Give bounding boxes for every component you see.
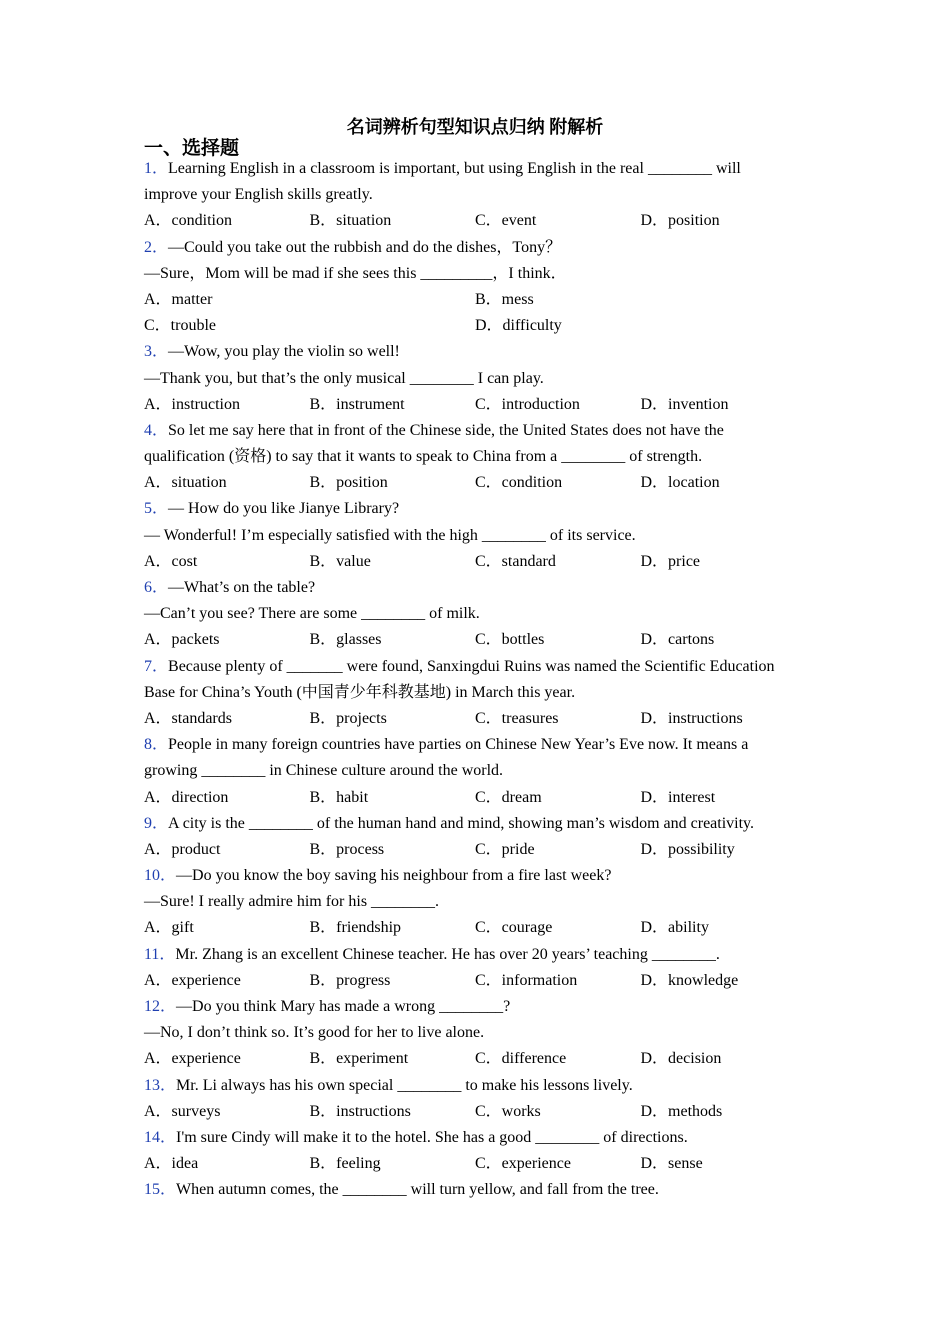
- option-a[interactable]: [144, 785, 310, 811]
- question-stem: [144, 496, 810, 522]
- question-stem-continued: [144, 366, 810, 392]
- question-text: Mr. Zhang is an excellent Chinese teacher. He has over 20 years’ teaching ________.: [175, 945, 720, 963]
- option-b[interactable]: [310, 549, 476, 575]
- options-row: [144, 287, 810, 313]
- question-text: —Sure! I really admire him for his ________.: [144, 893, 440, 911]
- options-row: [144, 549, 810, 575]
- option-c[interactable]: [475, 208, 641, 234]
- option-a[interactable]: [144, 392, 310, 418]
- option-a[interactable]: [144, 627, 310, 653]
- question-stem-continued: [144, 680, 810, 706]
- option-label: A．idea: [144, 1155, 199, 1173]
- options-row: [144, 968, 810, 994]
- option-label: D．interest: [640, 788, 716, 806]
- option-label: A．packets: [144, 631, 220, 649]
- option-b[interactable]: [310, 968, 476, 994]
- option-label: A．situation: [144, 474, 227, 492]
- option-c[interactable]: [475, 968, 641, 994]
- option-c[interactable]: [475, 1046, 641, 1072]
- question-13: [144, 1073, 810, 1125]
- question-text: Mr. Li always has his own special ________ to make his lessons lively.: [176, 1076, 633, 1094]
- options-row: [144, 915, 810, 941]
- question-stem: [144, 654, 810, 680]
- option-label: D．instructions: [640, 709, 743, 727]
- question-number: 4．: [144, 421, 169, 439]
- option-a[interactable]: [144, 968, 310, 994]
- option-b[interactable]: [310, 1046, 476, 1072]
- option-d[interactable]: [641, 1151, 807, 1177]
- options-row: [144, 1099, 810, 1125]
- option-b[interactable]: [310, 1099, 476, 1125]
- option-label: D．invention: [640, 395, 729, 413]
- option-b[interactable]: [310, 785, 476, 811]
- question-number: 10．: [144, 867, 177, 885]
- question-15: [144, 1177, 810, 1203]
- option-label: A．experience: [144, 971, 241, 989]
- option-label: B．process: [309, 840, 385, 858]
- question-stem: [144, 575, 810, 601]
- option-d[interactable]: [641, 470, 807, 496]
- question-stem: [144, 1073, 810, 1099]
- option-d[interactable]: [641, 208, 807, 234]
- question-text: Base for China’s Youth (中国青少年科教基地) in March this year.: [144, 683, 576, 701]
- question-stem: [144, 1177, 810, 1203]
- option-label: D．methods: [640, 1102, 723, 1120]
- question-number: 12．: [144, 998, 177, 1015]
- option-b[interactable]: [310, 392, 476, 418]
- option-b[interactable]: [310, 627, 476, 653]
- option-b[interactable]: [310, 470, 476, 496]
- question-stem: [144, 811, 810, 837]
- options-row: [144, 1046, 810, 1072]
- option-a[interactable]: [144, 706, 310, 732]
- question-8: [144, 732, 810, 811]
- question-text: —No, I don’t think so. It’s good for her to live alone.: [144, 1024, 485, 1042]
- question-stem: [144, 1125, 810, 1151]
- question-stem-continued: [144, 523, 810, 549]
- option-a[interactable]: [144, 915, 310, 941]
- question-stem-continued: [144, 758, 810, 784]
- question-text: I'm sure Cindy will make it to the hotel. She has a good ________ of directions.: [176, 1128, 688, 1146]
- question-4: [144, 418, 810, 497]
- question-text: — Wonderful! I’m especially satisfied with the high ________ of its service.: [144, 526, 636, 544]
- option-b[interactable]: [310, 915, 476, 941]
- question-number: 5．: [144, 500, 169, 518]
- option-label: C．courage: [475, 919, 553, 937]
- option-label: A．product: [144, 840, 221, 858]
- question-stem: [144, 942, 810, 968]
- option-a[interactable]: [144, 1099, 310, 1125]
- option-label: C．pride: [475, 840, 535, 858]
- question-text: improve your English skills greatly.: [144, 186, 373, 204]
- option-label: A．matter: [144, 290, 213, 308]
- option-label: A．surveys: [144, 1102, 221, 1120]
- option-label: C．introduction: [475, 395, 580, 413]
- question-stem: [144, 863, 810, 889]
- option-label: B．experiment: [309, 1050, 409, 1068]
- options-row: [144, 392, 810, 418]
- option-label: D．price: [640, 552, 701, 570]
- options-row: [144, 785, 810, 811]
- option-label: C．standard: [475, 552, 556, 570]
- option-label: D．possibility: [640, 840, 735, 858]
- option-d[interactable]: [641, 627, 807, 653]
- question-text: —Sure，Mom will be mad if she sees this _________，I think．: [144, 264, 567, 282]
- option-label: C．works: [475, 1102, 541, 1120]
- option-d[interactable]: [641, 785, 807, 811]
- option-c[interactable]: [475, 837, 641, 863]
- option-label: C．event: [475, 212, 537, 230]
- option-label: B．habit: [309, 788, 369, 806]
- question-stem: [144, 156, 810, 182]
- question-stem: [144, 418, 810, 444]
- option-c[interactable]: [475, 706, 641, 732]
- option-label: A．condition: [144, 212, 232, 230]
- question-2: [144, 235, 810, 340]
- question-stem-continued: [144, 1020, 810, 1046]
- option-label: B．friendship: [309, 919, 402, 937]
- option-label: C．experience: [475, 1155, 571, 1173]
- option-d[interactable]: [641, 706, 807, 732]
- question-number: 11．: [144, 945, 176, 963]
- option-label: C．difference: [475, 1050, 567, 1068]
- question-text: — How do you like Jianye Library?: [168, 500, 400, 518]
- question-number: 3．: [144, 343, 169, 361]
- option-c[interactable]: [475, 470, 641, 496]
- option-c[interactable]: [475, 1151, 641, 1177]
- question-number: 8．: [144, 736, 169, 754]
- option-label: B．progress: [309, 971, 391, 989]
- option-a[interactable]: [144, 549, 310, 575]
- option-label: D．sense: [640, 1155, 703, 1173]
- question-stem: [144, 235, 810, 261]
- question-text: —Wow, you play the violin so well!: [168, 343, 400, 361]
- question-stem-continued: [144, 601, 810, 627]
- option-c[interactable]: [475, 785, 641, 811]
- question-14: [144, 1125, 810, 1177]
- options-row: [144, 706, 810, 732]
- question-text: Learning English in a classroom is important, but using English in the real ________ will: [168, 160, 741, 177]
- option-label: B．mess: [475, 290, 534, 308]
- question-text: —Do you think Mary has made a wrong ________?: [176, 998, 511, 1015]
- option-label: D．cartons: [640, 631, 715, 649]
- option-label: A．standards: [144, 709, 232, 727]
- option-d[interactable]: [475, 313, 806, 339]
- question-text: Because plenty of _______ were found, Sanxingdui Ruins was named the Scientific Education: [168, 657, 775, 675]
- option-a[interactable]: [144, 1046, 310, 1072]
- question-11: [144, 942, 810, 994]
- question-number: 15．: [144, 1181, 177, 1199]
- option-b[interactable]: [310, 1151, 476, 1177]
- option-label: B．glasses: [309, 631, 382, 649]
- question-number: 14．: [144, 1128, 177, 1146]
- option-label: A．direction: [144, 788, 229, 806]
- question-text: —What’s on the table?: [168, 579, 316, 596]
- question-6: [144, 575, 810, 654]
- question-text: So let me say here that in front of the Chinese side, the United States does not have the: [168, 421, 724, 439]
- options-row: [144, 837, 810, 863]
- question-number: 1．: [144, 160, 169, 177]
- option-c[interactable]: [144, 313, 475, 339]
- option-d[interactable]: [641, 549, 807, 575]
- option-label: B．situation: [309, 212, 392, 230]
- question-number: 2．: [144, 238, 169, 256]
- options-row: [144, 208, 810, 234]
- options-row: [144, 627, 810, 653]
- option-label: A．experience: [144, 1050, 241, 1068]
- option-label: B．projects: [309, 709, 387, 727]
- option-d[interactable]: [641, 1046, 807, 1072]
- question-number: 6．: [144, 579, 169, 596]
- question-7: [144, 654, 810, 733]
- question-number: 7．: [144, 657, 169, 675]
- option-c[interactable]: [475, 915, 641, 941]
- option-a[interactable]: [144, 1151, 310, 1177]
- option-c[interactable]: [475, 627, 641, 653]
- option-a[interactable]: [144, 287, 475, 313]
- question-stem-continued: [144, 261, 810, 287]
- option-label: D．position: [640, 212, 720, 230]
- option-a[interactable]: [144, 470, 310, 496]
- question-stem: [144, 339, 810, 365]
- question-stem-continued: [144, 182, 810, 208]
- option-label: A．instruction: [144, 395, 240, 413]
- question-9: [144, 811, 810, 863]
- option-label: C．condition: [475, 474, 563, 492]
- question-text: —Do you know the boy saving his neighbour from a fire last week?: [176, 867, 612, 885]
- option-label: D．decision: [640, 1050, 722, 1068]
- option-c[interactable]: [475, 392, 641, 418]
- question-text: growing ________ in Chinese culture around the world.: [144, 762, 504, 780]
- question-12: [144, 994, 810, 1073]
- option-label: A．gift: [144, 919, 194, 937]
- option-label: B．position: [309, 474, 388, 492]
- option-label: C．bottles: [475, 631, 545, 649]
- option-label: B．instructions: [309, 1102, 411, 1120]
- question-number: 9．: [144, 814, 169, 832]
- option-d[interactable]: [641, 392, 807, 418]
- option-b[interactable]: [310, 706, 476, 732]
- option-label: D．difficulty: [475, 317, 562, 335]
- option-label: B．instrument: [309, 395, 405, 413]
- question-10: [144, 863, 810, 942]
- option-a[interactable]: [144, 208, 310, 234]
- option-c[interactable]: [475, 1099, 641, 1125]
- question-text: A city is the ________ of the human hand and mind, showing man’s wisdom and creativity.: [168, 814, 755, 832]
- option-label: C．information: [475, 971, 578, 989]
- options-row: [144, 313, 810, 339]
- option-label: B．value: [309, 552, 371, 570]
- question-stem-continued: [144, 889, 810, 915]
- option-d[interactable]: [641, 968, 807, 994]
- option-label: B．feeling: [309, 1155, 381, 1173]
- section-heading: 一、选择题: [144, 138, 240, 159]
- option-b[interactable]: [475, 287, 806, 313]
- option-label: A．cost: [144, 552, 198, 570]
- option-d[interactable]: [641, 1099, 807, 1125]
- question-text: —Can’t you see? There are some ________ of milk.: [144, 605, 480, 623]
- document-title: 名词辨析句型知识点归纳 附解析: [346, 117, 604, 137]
- question-3: [144, 339, 810, 418]
- question-text: qualification (资格) to say that it wants to speak to China from a ________ of strength.: [144, 448, 703, 466]
- question-1: [144, 156, 810, 235]
- option-label: C．treasures: [475, 709, 559, 727]
- question-text: —Could you take out the rubbish and do the dishes，Tony？: [168, 238, 562, 256]
- question-list: [144, 156, 810, 1204]
- option-label: C．dream: [475, 788, 542, 806]
- option-d[interactable]: [641, 837, 807, 863]
- option-a[interactable]: [144, 837, 310, 863]
- option-label: D．knowledge: [640, 971, 739, 989]
- question-5: [144, 496, 810, 575]
- question-stem: [144, 732, 810, 758]
- option-b[interactable]: [310, 208, 476, 234]
- option-c[interactable]: [475, 549, 641, 575]
- option-label: C．trouble: [144, 317, 216, 335]
- option-b[interactable]: [310, 837, 476, 863]
- option-label: D．ability: [640, 919, 709, 937]
- question-stem-continued: [144, 444, 810, 470]
- question-text: People in many foreign countries have parties on Chinese New Year’s Eve now. It means a: [168, 736, 749, 754]
- options-row: [144, 470, 810, 496]
- option-label: D．location: [640, 474, 720, 492]
- question-stem: [144, 994, 810, 1020]
- question-text: —Thank you, but that’s the only musical ________ I can play.: [144, 369, 544, 387]
- question-text: When autumn comes, the ________ will turn yellow, and fall from the tree.: [176, 1181, 659, 1199]
- question-number: 13．: [144, 1076, 177, 1094]
- option-d[interactable]: [641, 915, 807, 941]
- options-row: [144, 1151, 810, 1177]
